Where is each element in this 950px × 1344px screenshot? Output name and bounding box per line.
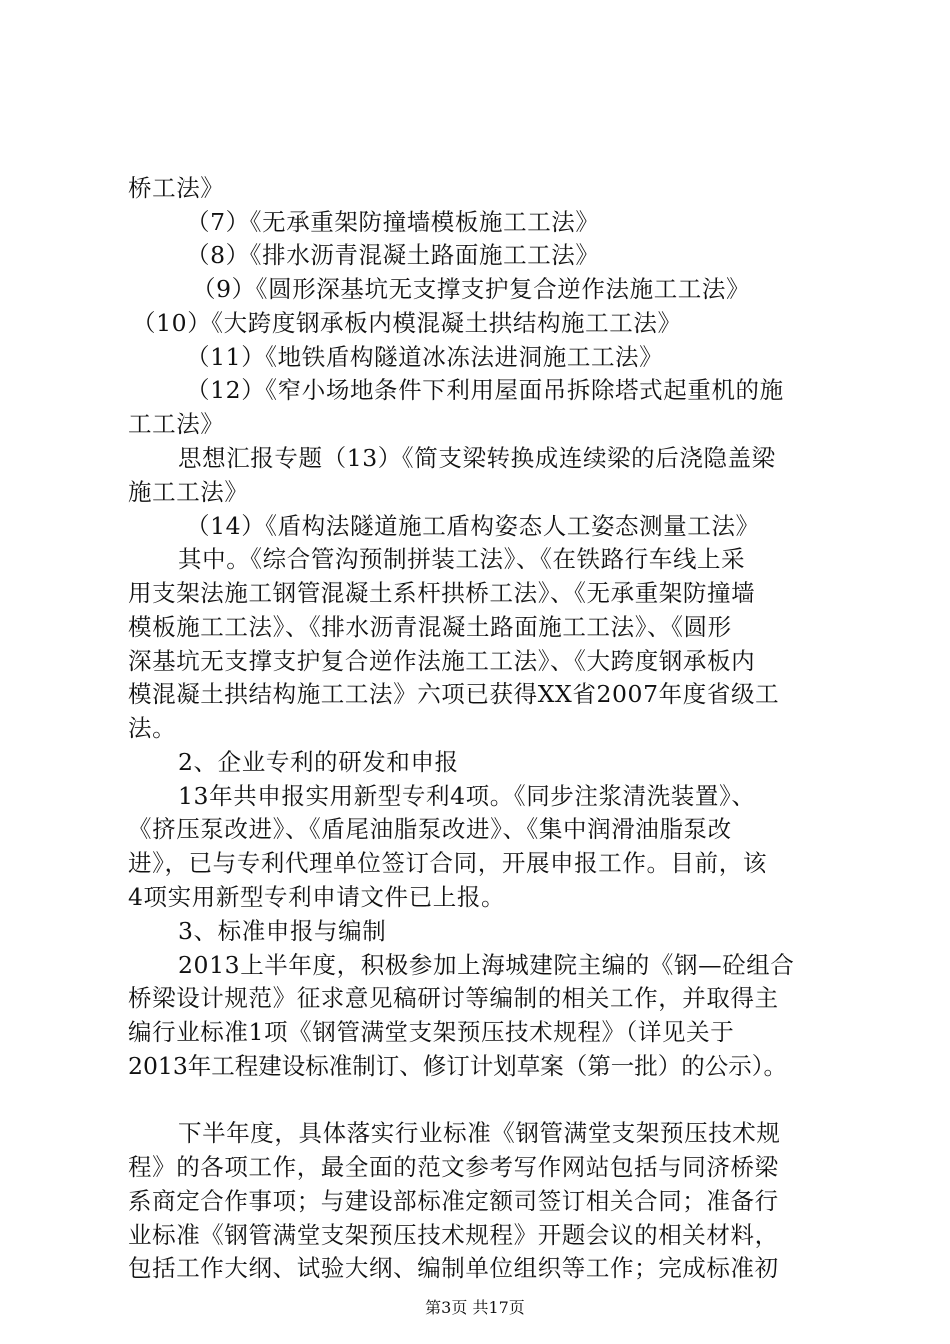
text-line: 桥梁设计规范》征求意见稿研讨等编制的相关工作，并取得主 (128, 984, 779, 1012)
text-line: 模板施工工法》、《排水沥青混凝土路面施工工法》、《圆形 (128, 613, 732, 641)
text-line: 2013年工程建设标准制订、修订计划草案（第一批）的公示）。 (128, 1052, 788, 1080)
text-line: （10）《大跨度钢承板内模混凝土拱结构施工工法》 (132, 309, 682, 337)
text-line: （8）《排水沥青混凝土路面施工工法》 (186, 241, 600, 269)
text-line: 程》的各项工作，最全面的范文参考写作网站包括与同济桥梁 (128, 1153, 779, 1181)
text-line: 《挤压泵改进》、《盾尾油脂泵改进》、《集中润滑油脂泵改 (128, 815, 732, 843)
text-line: 业标准《钢管满堂支架预压技术规程》开题会议的相关材料， (128, 1221, 779, 1249)
text-line: 用支架法施工钢管混凝土系杆拱桥工法》、《无承重架防撞墙 (128, 579, 756, 607)
text-line: 桥工法》 (128, 174, 225, 202)
text-line: 下半年度，具体落实行业标准《钢管满堂支架预压技术规 (178, 1119, 781, 1147)
text-line: （14）《盾构法隧道施工盾构姿态人工姿态测量工法》 (186, 512, 760, 540)
text-line: （9）《圆形深基坑无支撑支护复合逆作法施工工法》 (192, 275, 751, 303)
text-line: 工工法》 (128, 410, 225, 438)
text-line: 思想汇报专题（13）《简支梁转换成连续梁的后浇隐盖梁 (178, 444, 776, 472)
section-heading: 3、标准申报与编制 (178, 917, 387, 945)
text-line: 深基坑无支撑支护复合逆作法施工工法》、《大跨度钢承板内 (128, 647, 756, 675)
page-footer: 第3页 共17页 (425, 1298, 525, 1317)
text-line: 2013上半年度，积极参加上海城建院主编的《钢—砼组合 (178, 951, 795, 979)
text-line: 其中。《综合管沟预制拼装工法》、《在铁路行车线上采 (178, 545, 746, 573)
text-line: 法。 (128, 714, 177, 742)
text-line: （11）《地铁盾构隧道冰冻法进洞施工工法》 (186, 343, 664, 371)
text-line: （12）《窄小场地条件下利用屋面吊拆除塔式起重机的施 (186, 376, 784, 404)
text-line: 13年共申报实用新型专利4项。《同步注浆清洗装置》、 (178, 782, 756, 810)
text-line: 包括工作大纲、试验大纲、编制单位组织等工作；完成标准初 (128, 1254, 779, 1282)
text-line: 系商定合作事项；与建设部标准定额司签订相关合同；准备行 (128, 1187, 779, 1215)
text-line: （7）《无承重架防撞墙模板施工工法》 (186, 208, 600, 236)
text-line: 模混凝土拱结构施工工法》六项已获得XX省2007年度省级工 (128, 680, 780, 708)
text-line: 进》，已与专利代理单位签订合同，开展申报工作。目前，该 (128, 849, 767, 877)
text-line: 编行业标准1项《钢管满堂支架预压技术规程》（详见关于 (128, 1018, 735, 1046)
section-heading: 2、企业专利的研发和申报 (178, 748, 459, 776)
text-line: 施工工法》 (128, 478, 249, 506)
text-line: 4项实用新型专利申请文件已上报。 (128, 883, 506, 911)
